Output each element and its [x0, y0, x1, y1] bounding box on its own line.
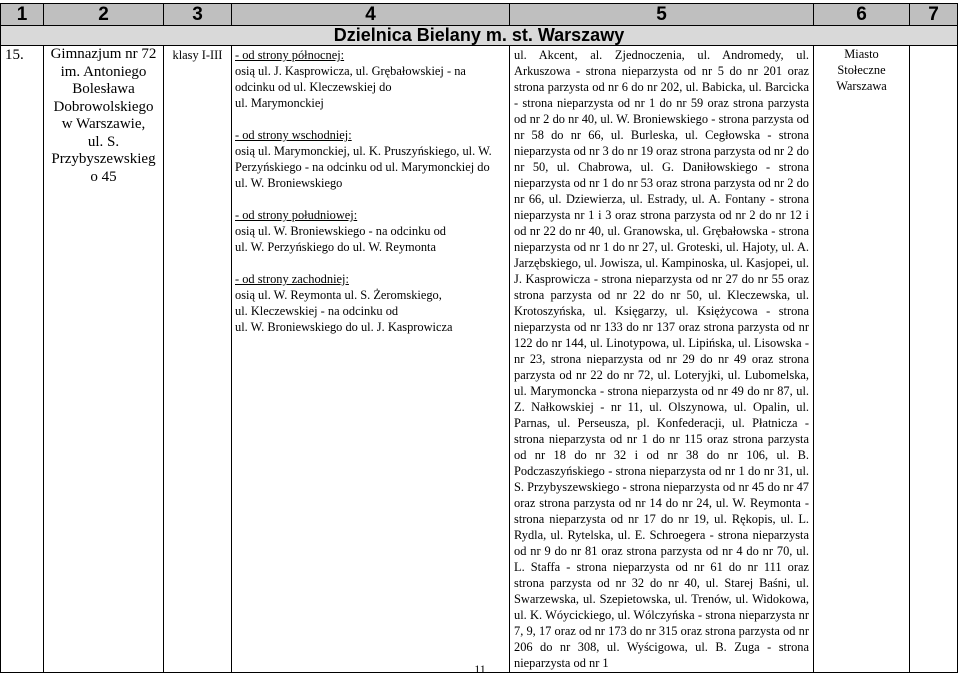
school-line: ul. S.: [87, 133, 120, 150]
boundary-title: - od strony wschodniej:: [235, 128, 352, 142]
school-line: Dobrowolskiego: [53, 98, 154, 115]
document-table: [0, 3, 958, 673]
boundary-line: osią ul. J. Kasprowicza, ul. Grębałowskiej - na: [235, 64, 466, 78]
header-col-1: 1: [1, 4, 44, 26]
header-row: [1, 4, 958, 26]
street-list: ul. Akcent, al. Zjednoczenia, ul. Andromedy, ul. Arkuszowa - strona nieparzysta od nr 5 do nr 201 oraz strona parzysta od nr 6 do nr 202, ul. Babicka, ul. Barcicka - strona nieparzysta od nr 1 do nr 59 oraz strona parzysta od nr 2 do nr 40, ul. W. Broniewskiego - strona parzysta od nr 58 do nr 66, ul. Burleska, ul. Cegłowska - strona nieparzysta od nr 3 do nr 19 oraz strona parzysta od nr 2 do nr 50, ul. Chabrowa, ul. G. Daniłowskiego - strona nieparzysta od nr 1 do nr 53 oraz strona parzysta od nr 2 do nr 66, ul. Dziewierza, ul. Estrady, ul. A. Fontany - strona nieparzysta nr 1 i 3 oraz strona parzysta od nr 2 do nr 12 i od nr 22 do nr 40, ul. Granowska, ul. Grębałowska - strona nieparzysta od nr 1 do nr 27, ul. Groteski, ul. Hajoty, ul. A. Jarzębskiego, ul. Jowisza, ul. Kampinoska, ul. Kasjopei, ul. J. Kasprowicza - strona nieparzysta od nr 27 do nr 55 oraz strona parzysta od nr 22 do nr 50, ul. Kleczewska, ul. Krotoszyńska, ul. Księgarzy, ul. Księżycowa - strona nieparzysta od nr 133 do nr 137 oraz strona parzysta od nr 122 do nr 144, ul. Linotypowa, ul. Lipińska, ul. Lisowska - nr 23, strona nieparzysta od nr 29 do nr 49 oraz strona parzysta od nr 22 do nr 72, ul. Loteryjki, ul. Lubomelska, ul. Marymoncka - strona nieparzysta od nr 49 do nr 87, ul. Z. Nałkowskiej - nr 11, ul. Olszynowa, ul. Opalin, ul. Parnas, ul. Perseusza, pl. Konfederacji, ul. Płatnicza - strona nieparzysta od nr 1 do nr 115 oraz strona parzysta od nr 18 do nr 32 i od nr 38 do nr 106, ul. B. Podczaszyńskiego - strona nieparzysta od nr 1 do nr 31, ul. S. Przybyszewskiego - strona nieparzysta od nr 45 do nr 47 oraz strona parzysta od nr 14 do nr 24, ul. W. Reymonta - strona nieparzysta od nr 17 do nr 19, ul. Rękopis, ul. L. Rydla, ul. Rytelska, ul. E. Schroegera - strona nieparzysta od nr 9 do nr 81 oraz strona parzysta od nr 4 do nr 70, ul. L. Staffa - strona nieparzysta od nr 61 do nr 111 oraz strona parzysta od nr 32 do nr 40, ul. Starej Baśni, ul. Swarzewska, ul. Szepietowska, ul. Trenów, ul. Widokowa, ul. K. Wóycickiego, ul. Wólczyńska - strona nieparzysta nr 7, 9, 17 oraz od nr 173 do nr 315 oraz strona parzysta od nr 206 do nr 308, ul. Wyścigowa, ul. B. Zuga - strona nieparzysta od nr 1: [510, 46, 814, 673]
city-line: Warszawa: [836, 79, 887, 93]
city-line: Stołeczne: [837, 63, 886, 77]
boundary-line: osią ul. Marymonckiej, ul. K. Pruszyńskiego, ul. W.: [235, 144, 492, 158]
boundary-title: - od strony północnej:: [235, 48, 345, 62]
school-line: Bolesława: [72, 81, 135, 97]
district-title: Dzielnica Bielany m. st. Warszawy: [1, 26, 958, 46]
school-line: Gimnazjum nr 72: [50, 46, 157, 62]
school-line: Przybyszewskieg: [51, 151, 156, 167]
header-col-4: 4: [232, 4, 510, 26]
boundary-line: ul. Marymonckiej: [235, 96, 324, 110]
boundaries: [232, 46, 510, 673]
col-7-cell: [910, 46, 958, 673]
boundary-title: - od strony południowej:: [235, 208, 358, 222]
boundary-line: ul. W. Broniewskiego do ul. J. Kasprowicza: [235, 320, 453, 334]
table-row: [1, 46, 958, 673]
boundary-north: [235, 47, 506, 111]
page-number: 11: [474, 662, 486, 676]
school-line: w Warszawie,: [61, 116, 146, 132]
boundary-south: [235, 207, 506, 255]
header-col-6: 6: [814, 4, 910, 26]
header-col-2: 2: [44, 4, 164, 26]
boundary-line: Perzyńskiego - na odcinku od ul. Marymonckiej do: [235, 160, 490, 174]
school-line: o 45: [90, 168, 117, 185]
district-row: [1, 26, 958, 46]
school-line: im. Antoniego: [60, 63, 147, 80]
boundary-title: - od strony zachodniej:: [235, 272, 349, 286]
classes: klasy I-III: [164, 46, 232, 673]
boundary-line: osią ul. W. Reymonta ul. S. Żeromskiego,: [235, 288, 442, 302]
boundary-line: osią ul. W. Broniewskiego - na odcinku od: [235, 224, 446, 238]
boundary-line: ul. W. Perzyńskiego do ul. W. Reymonta: [235, 240, 436, 254]
header-col-7: 7: [910, 4, 958, 26]
header-col-3: 3: [164, 4, 232, 26]
city: [814, 46, 910, 673]
header-col-5: 5: [510, 4, 814, 26]
boundary-line: ul. Kleczewskiej - na odcinku od: [235, 304, 399, 318]
row-number: 15.: [1, 46, 44, 673]
school-name: [44, 46, 164, 673]
boundary-line: odcinku od ul. Kleczewskiej do: [235, 80, 392, 94]
boundary-west: [235, 271, 506, 335]
boundary-line: ul. W. Broniewskiego: [235, 176, 343, 190]
city-line: Miasto: [844, 47, 879, 61]
boundary-east: [235, 127, 506, 191]
